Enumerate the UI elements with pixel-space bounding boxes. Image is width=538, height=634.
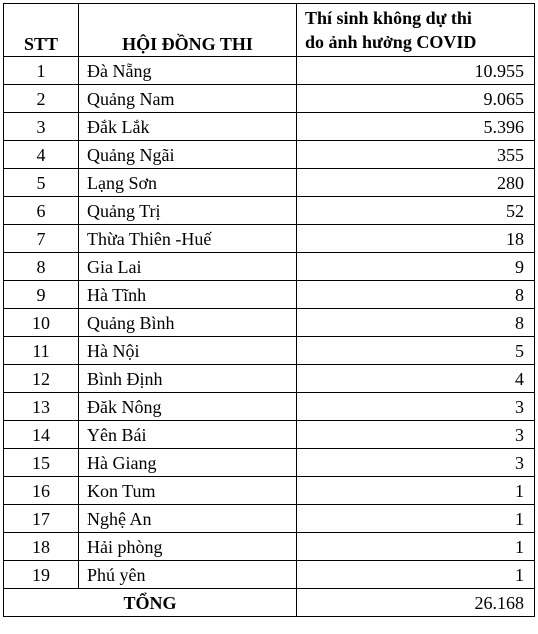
row-council-name: Hà Nội	[79, 337, 297, 365]
row-council-name: Kon Tum	[79, 477, 297, 505]
row-absent-count: 18	[297, 225, 535, 253]
row-stt: 9	[4, 281, 79, 309]
table-row	[4, 113, 535, 141]
header-absent-line2: do ảnh hưởng COVID	[305, 32, 477, 52]
table-row	[4, 253, 535, 281]
row-absent-count: 3	[297, 421, 535, 449]
table-row	[4, 169, 535, 197]
row-council-name: Quảng Bình	[79, 309, 297, 337]
row-stt: 1	[4, 57, 79, 85]
total-row	[4, 589, 535, 617]
table-row	[4, 561, 535, 589]
row-absent-count: 1	[297, 505, 535, 533]
row-absent-count: 8	[297, 309, 535, 337]
row-absent-count: 9	[297, 253, 535, 281]
table-row	[4, 85, 535, 113]
row-absent-count: 9.065	[297, 85, 535, 113]
header-council: HỘI ĐỒNG THI	[79, 4, 297, 57]
header-row	[4, 4, 535, 57]
row-stt: 17	[4, 505, 79, 533]
table-body	[4, 57, 535, 589]
row-absent-count: 1	[297, 477, 535, 505]
table-row	[4, 505, 535, 533]
row-council-name: Thừa Thiên -Huế	[79, 225, 297, 253]
row-council-name: Đắk Lắk	[79, 113, 297, 141]
row-absent-count: 3	[297, 449, 535, 477]
row-absent-count: 355	[297, 141, 535, 169]
row-council-name: Nghệ An	[79, 505, 297, 533]
row-absent-count: 52	[297, 197, 535, 225]
table-header	[4, 4, 535, 57]
table-row	[4, 337, 535, 365]
row-council-name: Gia Lai	[79, 253, 297, 281]
row-council-name: Hà Tĩnh	[79, 281, 297, 309]
row-absent-count: 1	[297, 561, 535, 589]
table-row	[4, 141, 535, 169]
row-stt: 14	[4, 421, 79, 449]
table-row	[4, 477, 535, 505]
row-council-name: Quảng Ngãi	[79, 141, 297, 169]
row-stt: 18	[4, 533, 79, 561]
row-council-name: Lạng Sơn	[79, 169, 297, 197]
row-absent-count: 5	[297, 337, 535, 365]
header-absent-count	[297, 4, 535, 57]
row-stt: 4	[4, 141, 79, 169]
header-absent-line1: Thí sinh không dự thi	[305, 8, 472, 28]
row-council-name: Bình Định	[79, 365, 297, 393]
table-row	[4, 281, 535, 309]
table-row	[4, 421, 535, 449]
row-stt: 16	[4, 477, 79, 505]
total-label: TỔNG	[4, 589, 297, 617]
covid-absent-candidates-table	[3, 3, 535, 617]
row-stt: 11	[4, 337, 79, 365]
row-council-name: Hà Giang	[79, 449, 297, 477]
row-absent-count: 3	[297, 393, 535, 421]
row-absent-count: 5.396	[297, 113, 535, 141]
table-row	[4, 449, 535, 477]
row-stt: 10	[4, 309, 79, 337]
row-council-name: Quảng Trị	[79, 197, 297, 225]
row-stt: 3	[4, 113, 79, 141]
table-row	[4, 225, 535, 253]
table-footer	[4, 589, 535, 617]
total-value: 26.168	[297, 589, 535, 617]
table-row	[4, 197, 535, 225]
row-stt: 15	[4, 449, 79, 477]
row-absent-count: 10.955	[297, 57, 535, 85]
table-row	[4, 57, 535, 85]
row-stt: 8	[4, 253, 79, 281]
row-stt: 12	[4, 365, 79, 393]
row-stt: 2	[4, 85, 79, 113]
row-stt: 7	[4, 225, 79, 253]
table-row	[4, 309, 535, 337]
row-stt: 19	[4, 561, 79, 589]
row-stt: 5	[4, 169, 79, 197]
row-absent-count: 1	[297, 533, 535, 561]
table-row	[4, 533, 535, 561]
row-council-name: Quảng Nam	[79, 85, 297, 113]
row-council-name: Yên Bái	[79, 421, 297, 449]
row-absent-count: 4	[297, 365, 535, 393]
row-council-name: Hải phòng	[79, 533, 297, 561]
row-council-name: Đăk Nông	[79, 393, 297, 421]
table-row	[4, 393, 535, 421]
row-council-name: Phú yên	[79, 561, 297, 589]
row-stt: 6	[4, 197, 79, 225]
row-absent-count: 280	[297, 169, 535, 197]
table-row	[4, 365, 535, 393]
row-council-name: Đà Nẵng	[79, 57, 297, 85]
header-stt: STT	[4, 4, 79, 57]
row-absent-count: 8	[297, 281, 535, 309]
row-stt: 13	[4, 393, 79, 421]
